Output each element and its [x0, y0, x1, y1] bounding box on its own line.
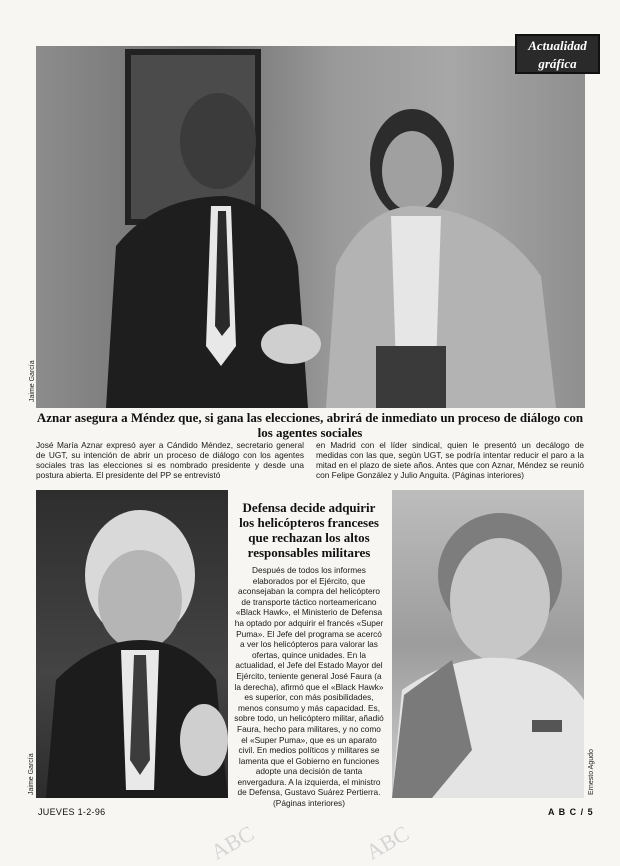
footer-date: JUEVES 1-2-96	[38, 807, 106, 817]
second-headline: Defensa decide adquirir los helicópteros franceses que rechazan los altos responsables militares	[239, 500, 379, 560]
left-photo	[36, 490, 228, 798]
main-body-right: en Madrid con el líder sindical, quien le presentó un decálogo de medidas con las que, según UGT, se podría intentar reducir el paro a la mitad en el plazo de siete años. Antes que con Aznar, Méndez se reunió con Felipe González y Julio Anguita. (Páginas interiores)	[316, 440, 584, 480]
section-badge-line2: gráfica	[538, 56, 577, 71]
main-body-left: José María Aznar expresó ayer a Cándido Méndez, secretario general de UGT, su intención de abrir un proceso de diálogo con los agentes sociales tras las elecciones si es nombrado presidente y desde una postura abierta. El presidente del PP se entrevistó	[36, 440, 304, 480]
right-photo-figure	[392, 490, 584, 798]
left-photo-figure	[36, 490, 228, 798]
second-body: Después de todos los informes elaborados por el Ejército, que aconsejaban la compra del helicóptero de transporte táctico norteamericano «Black Hawk», el Ministerio de Defensa ha optado por adquirir el francés «Super Puma». El Jefe del programa se acercó a ver los helicópteros para valorar las ofertas, quince unidades. En la actualidad, el Jefe del Estado Mayor del Ejército, teniente general José Faura (a la derecha), afirmó que el «Black Hawk» es superior, con más posibilidades, menos consumo y más capacidad. Es, sobre todo, un helicóptero militar, añadió Faura, hecho para militares, y no como el «Super Puma», que es un aparato civil. En medios políticos y militares se lamenta que el Gobierno en funciones adopte una decisión de tanta envergadura. A la izquierda, el ministro de Defensa, Gustavo Suárez Pertierra. (Páginas interiores)	[234, 565, 384, 809]
watermark: ABC	[361, 820, 414, 865]
section-badge	[515, 34, 600, 74]
footer-page: A B C / 5	[548, 807, 594, 817]
main-photo-credit: Jaime García	[29, 360, 36, 402]
main-photo	[36, 46, 585, 408]
right-photo	[392, 490, 584, 798]
watermark: ABC	[206, 820, 259, 865]
section-badge-line1: Actualidad	[528, 38, 587, 53]
main-photo-figures	[36, 46, 585, 408]
left-photo-credit: Jaime García	[28, 753, 35, 795]
right-photo-credit: Ernesto Agudo	[588, 749, 595, 795]
main-headline: Aznar asegura a Méndez que, si gana las elecciones, abrirá de inmediato un proceso de diálogo con los agentes sociales	[36, 410, 584, 440]
